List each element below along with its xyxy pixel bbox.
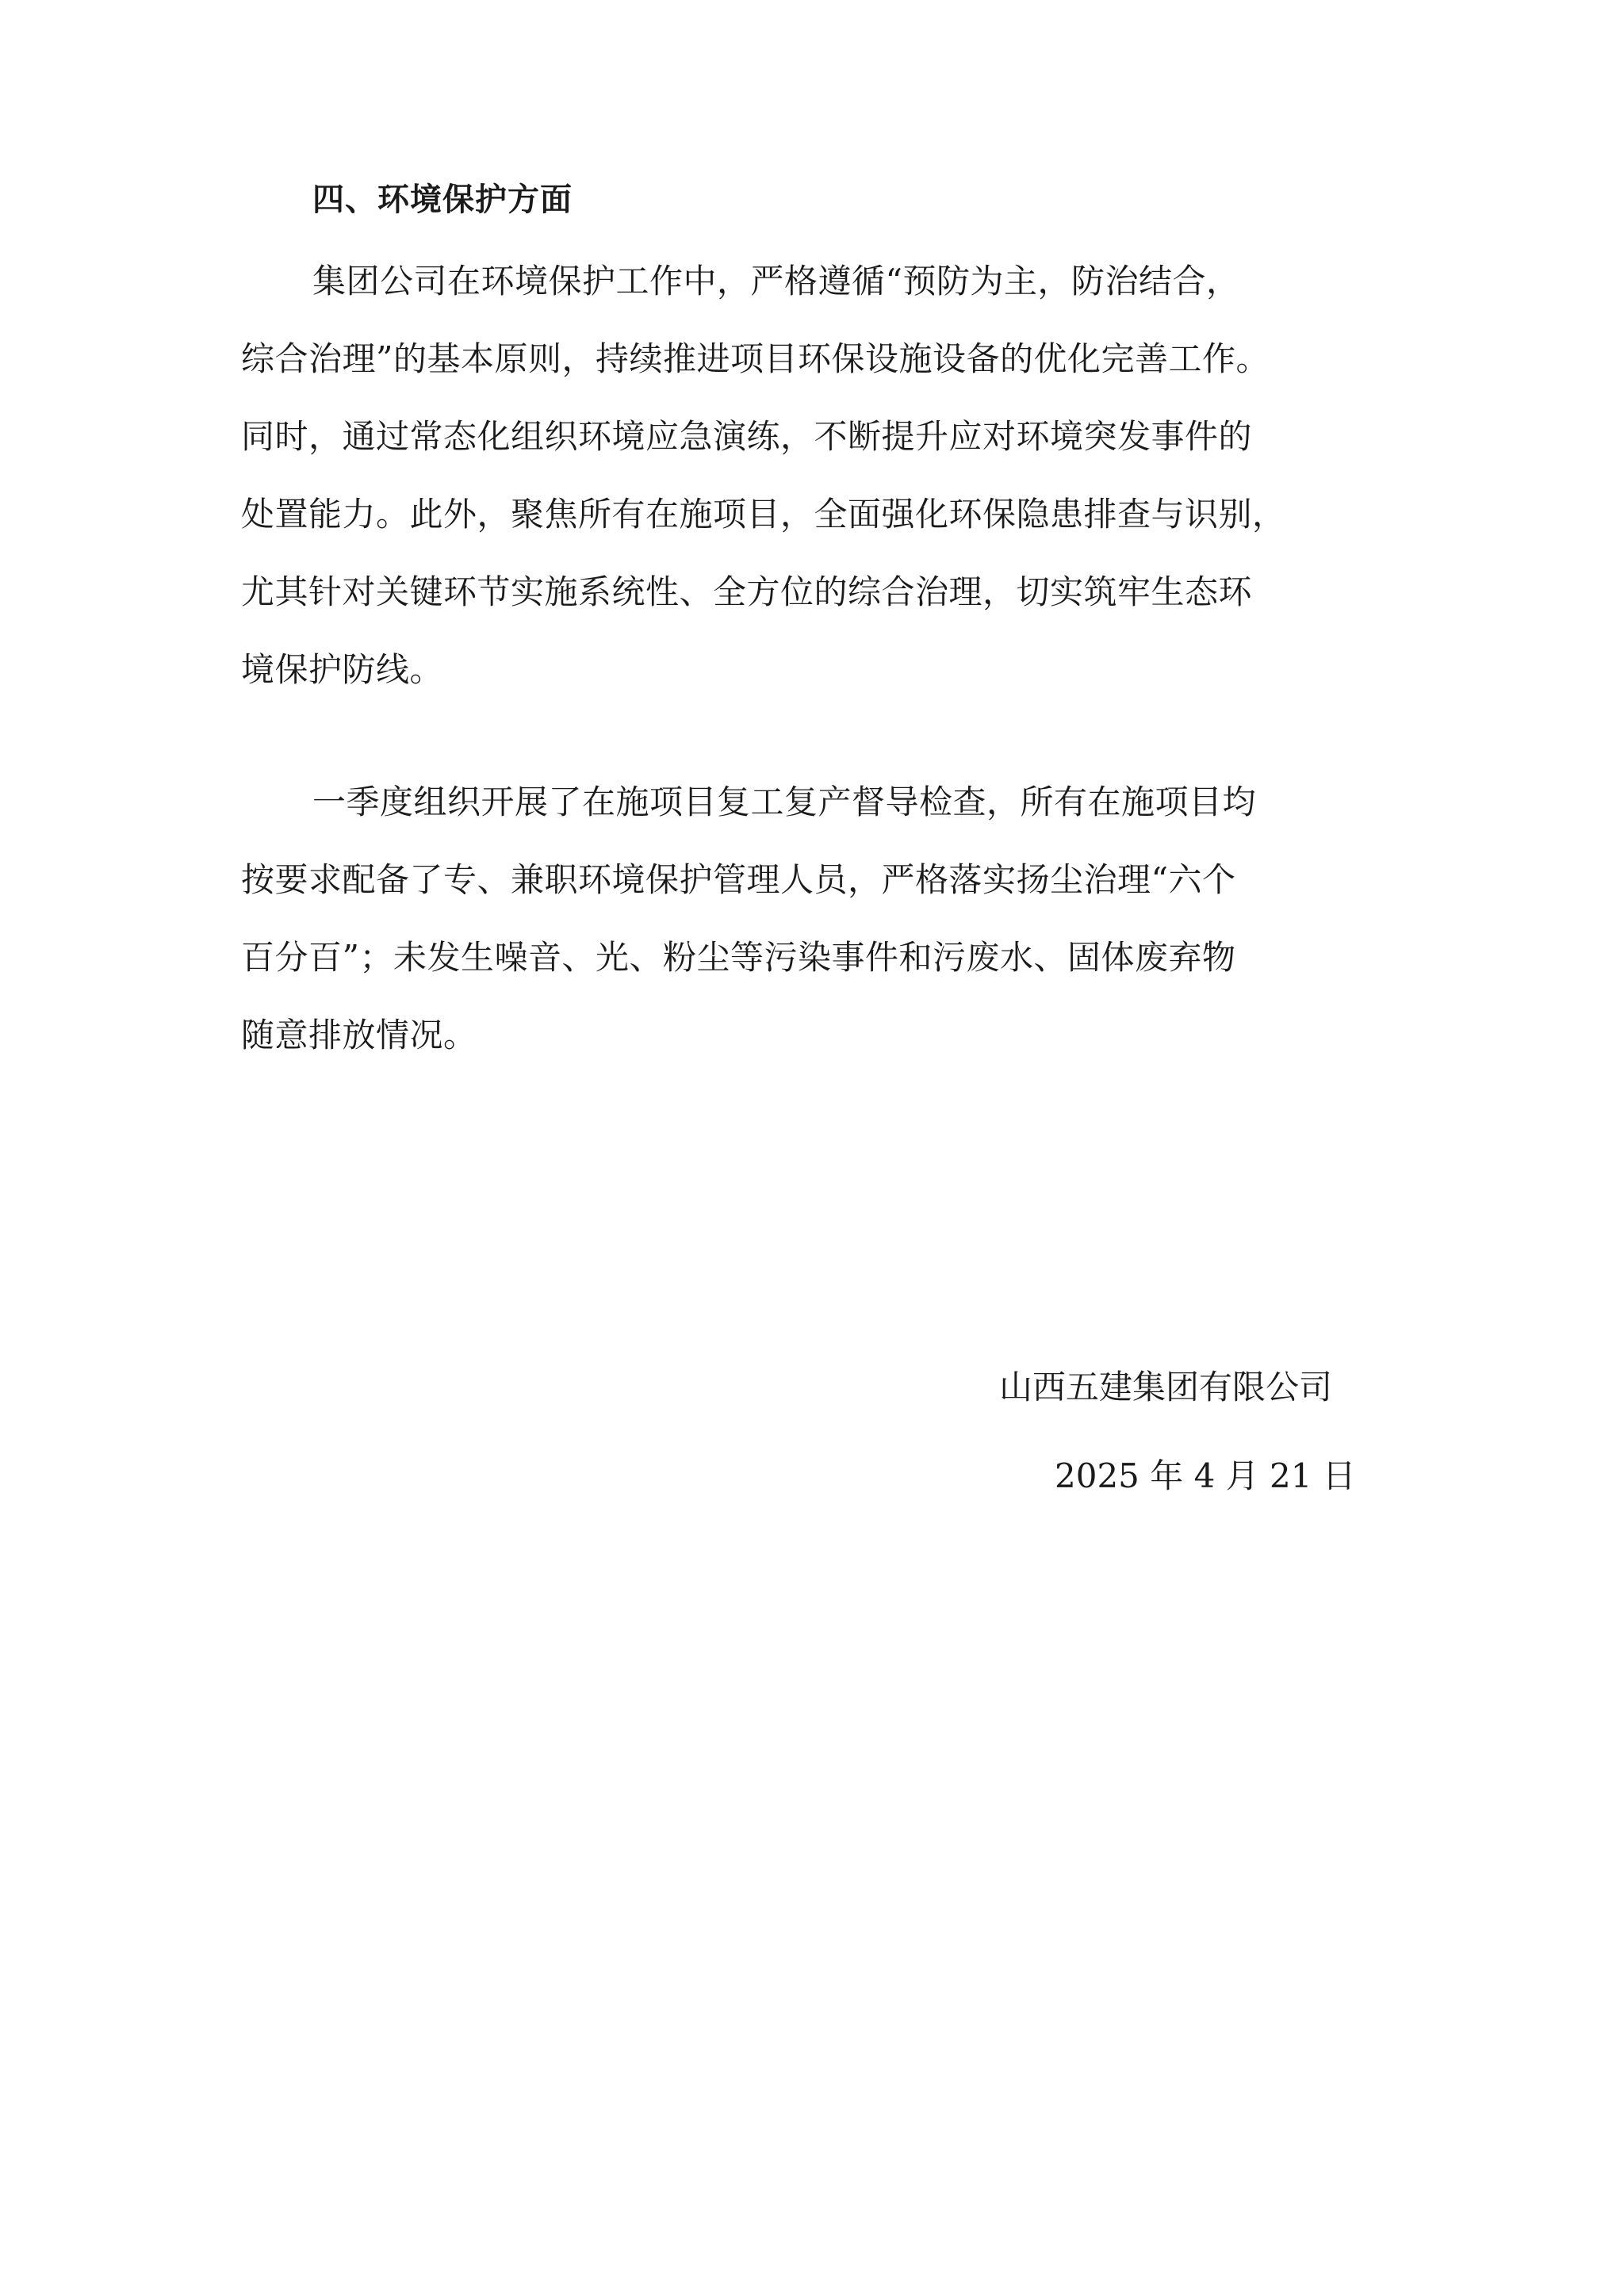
paragraph-line: 境保护防线。: [241, 650, 444, 689]
paragraph-environmental-principles: [241, 243, 1396, 709]
signature-organization: 山西五建集团有限公司: [999, 1368, 1333, 1406]
paragraph-line: 集团公司在环境保护工作中，严格遵循“预防为主，防治结合，: [312, 262, 1240, 300]
signature-date: 2025 年 4 月 21 日: [1055, 1456, 1356, 1495]
paragraph-text: [241, 243, 1396, 709]
paragraph-line: 一季度组织开展了在施项目复工复产督导检查，所有在施项目均: [312, 783, 1257, 821]
paragraph-line: 综合治理”的基本原则，持续推进项目环保设施设备的优化完善工作。: [241, 339, 1270, 378]
paragraph-line: 尤其针对关键环节实施系统性、全方位的综合治理，切实筑牢生态环: [241, 572, 1253, 611]
paragraph-line: 处置能力。此外，聚焦所有在施项目，全面强化环保隐患排查与识别，: [241, 495, 1286, 534]
paragraph-line: 百分百”；未发生噪音、光、粉尘等污染事件和污废水、固体废弃物: [241, 938, 1236, 977]
section-heading: 四、环境保护方面: [312, 181, 573, 218]
paragraph-q1-inspection: [241, 763, 1396, 1074]
paragraph-text: [241, 763, 1396, 1074]
paragraph-line: 同时，通过常态化组织环境应急演练，不断提升应对环境突发事件的: [241, 417, 1253, 456]
paragraph-line: 随意排放情况。: [241, 1016, 477, 1054]
paragraph-line: 按要求配备了专、兼职环境保护管理人员，严格落实扬尘治理“六个: [241, 860, 1236, 899]
